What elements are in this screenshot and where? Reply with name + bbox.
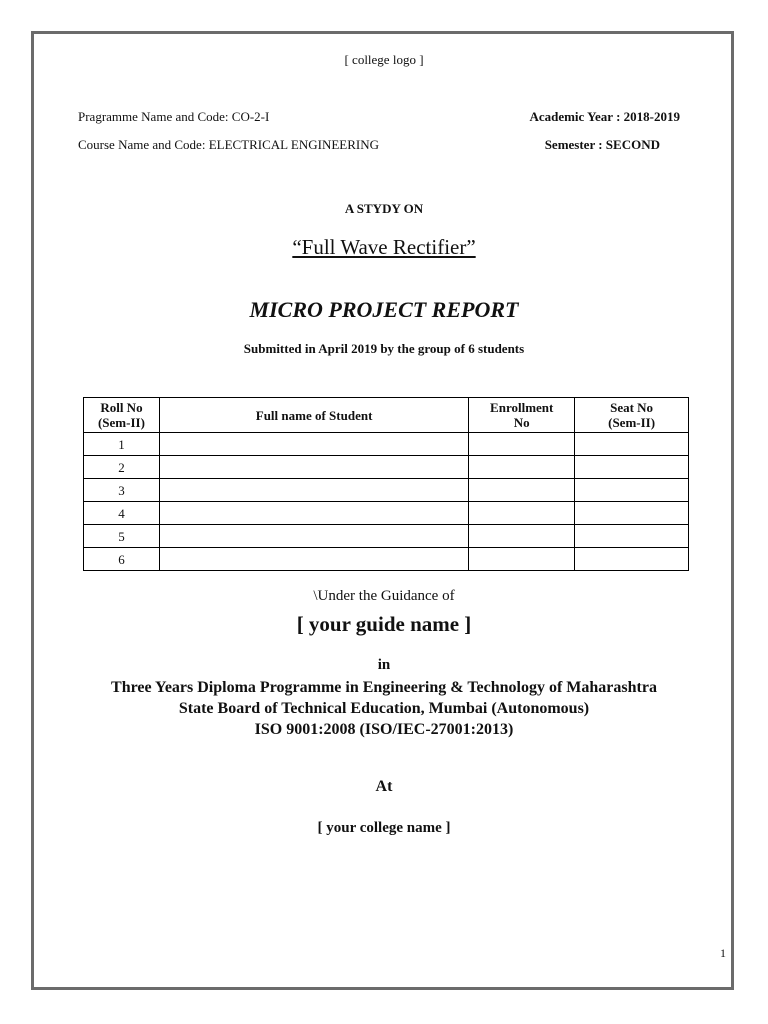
project-title-wrap: [0, 235, 768, 260]
programme-name: Pragramme Name and Code: CO-2-I: [78, 109, 270, 124]
enrollment-cell: [469, 548, 575, 571]
college-logo-placeholder: [ college logo ]: [344, 52, 424, 67]
name-cell: [159, 525, 468, 548]
header-full-name: [159, 398, 468, 433]
roll-no-cell: 1: [84, 433, 160, 456]
header-enrollment-no: [469, 398, 575, 433]
roll-no-cell: 4: [84, 502, 160, 525]
header-text: No: [513, 415, 530, 430]
seat-cell: [575, 479, 689, 502]
guide-name: [ your guide name ]: [296, 612, 472, 636]
table-row: [84, 479, 689, 502]
enrollment-cell: [469, 433, 575, 456]
roll-no-cell: 3: [84, 479, 160, 502]
seat-cell: [575, 502, 689, 525]
seat-cell: [575, 548, 689, 571]
seat-cell: [575, 456, 689, 479]
enrollment-cell: [469, 479, 575, 502]
seat-cell: [575, 433, 689, 456]
in-text: in: [377, 657, 391, 673]
table-header-row: [84, 398, 689, 433]
header-text: Seat No: [610, 400, 654, 415]
academic-year: Academic Year : 2018-2019: [529, 109, 680, 124]
header-roll-no: [84, 398, 160, 433]
seat-cell: [575, 525, 689, 548]
table-row: [84, 433, 689, 456]
header-text: (Sem-II): [608, 415, 656, 430]
semester: Semester : SECOND: [544, 137, 660, 152]
course-name: Course Name and Code: ELECTRICAL ENGINEERING: [78, 137, 379, 152]
enrollment-cell: [469, 525, 575, 548]
table-row: [84, 525, 689, 548]
table-row: [84, 548, 689, 571]
header-text: (Sem-II): [97, 415, 145, 430]
header-text: Enrollment: [490, 400, 554, 415]
name-cell: [159, 502, 468, 525]
header-text: Roll No: [100, 400, 143, 415]
name-cell: [159, 433, 468, 456]
roll-no-cell: 5: [84, 525, 160, 548]
page-number: 1: [720, 946, 726, 960]
name-cell: [159, 548, 468, 571]
college-name: [ your college name ]: [317, 820, 451, 836]
name-cell: [159, 456, 468, 479]
roll-no-cell: 2: [84, 456, 160, 479]
table-row: [84, 502, 689, 525]
submitted-line: Submitted in April 2019 by the group of 6 students: [243, 341, 525, 356]
enrollment-cell: [469, 456, 575, 479]
guidance-label: \Under the Guidance of: [313, 588, 455, 604]
name-cell: [159, 479, 468, 502]
header-seat-no: [575, 398, 689, 433]
roll-no-cell: 6: [84, 548, 160, 571]
report-type: MICRO PROJECT REPORT: [249, 297, 519, 322]
institution-line-1: Three Years Diploma Programme in Engineering & Technology of Maharashtra: [111, 679, 657, 696]
at-text: At: [375, 778, 393, 795]
students-table: [83, 397, 689, 571]
project-title: “Full Wave Rectifier”: [292, 235, 476, 259]
institution-line-2: State Board of Technical Education, Mumbai (Autonomous): [178, 700, 590, 717]
iso-certification: ISO 9001:2008 (ISO/IEC-27001:2013): [254, 721, 514, 738]
header-text: Full name of Student: [255, 407, 373, 423]
study-on-heading: A STYDY ON: [344, 201, 424, 216]
table-row: [84, 456, 689, 479]
enrollment-cell: [469, 502, 575, 525]
